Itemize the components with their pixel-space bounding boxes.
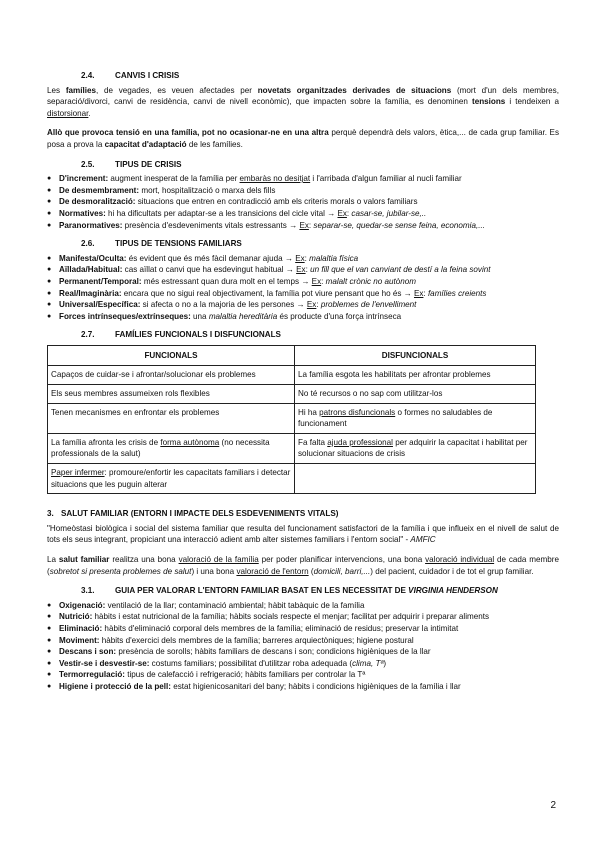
list-item: ● Real/Imaginària: encara que no sigui real objectivament, la família pot viure pensant que ho és → Ex: famílies creients (47, 288, 559, 300)
page-number: 2 (550, 800, 556, 811)
table-cell-functional: Paper infermer: promoure/enfortir les capacitats familiars i detectar situacions que les puguin alterar (48, 464, 295, 494)
paragraph-adaptation: Allò que provoca tensió en una família, pot no ocasionar-ne en una altra perquè dependrà dels valors, ètica,... de cada grup familiar. Es posa a prova la capacitat d'adaptació de les famílies. (47, 128, 559, 149)
list-item: ● Eliminació: hàbits d'eliminació corporal dels membres de la família; eliminació de residus; preservar la intimitat (47, 623, 559, 635)
paragraph-family-health: La salut familiar realitza una bona valoració de la família per poder planificar intervencions, una bona valoració individual de cada membre (sobretot si presenta problemes de salut) i una bona valoració de l'entorn (domicili, barri,...) del pacient, cuidador i de tot el grup familiar. (47, 555, 559, 576)
table-cell-dysfunctional: La família esgota les habilitats per afrontar problemes (295, 366, 536, 385)
list-item: ● Paranormatives: presència d'esdeveniments vitals estressants → Ex: separar-se, quedar-se sense feina, economia,... (47, 220, 559, 232)
list-item: ● Aïllada/Habitual: cas aïllat o canvi que ha esdevingut habitual → Ex: un fill que el van canviant de destí a la feina sovint (47, 264, 559, 276)
table-header-dysfunctional: DISFUNCIONALS (295, 345, 536, 366)
list-item: ● De desmembrament: mort, hospitalització o marxa dels fills (47, 185, 559, 197)
table-row (48, 464, 536, 494)
functional-dysfunctional-table (47, 345, 536, 494)
section-heading-3: 3. SALUT FAMILIAR (ENTORN I IMPACTE DELS ESDEVENIMENTS VITALS) (47, 509, 339, 519)
table-cell-dysfunctional: Hi ha patrons disfuncionals o formes no saludables de funcionament (295, 403, 536, 433)
list-item: ● Descans i son: presència de sorolls; hàbits familiars de descans i son; condicions higièniques de la llar (47, 646, 559, 658)
list-item: ● Universal/Específica: si afecta o no a la majoria de les persones → Ex: problemes de l'envelliment (47, 299, 559, 311)
henderson-needs-list (47, 600, 559, 693)
table-cell-dysfunctional (295, 464, 536, 494)
table-cell-functional: La família afronta les crisis de forma autònoma (no necessita professionals de la salut) (48, 433, 295, 463)
list-item: ● Normatives: hi ha dificultats per adaptar-se a les transicions del cicle vital → Ex: casar-se, jubilar-se,.. (47, 208, 559, 220)
list-item: ● Permanent/Temporal: més estressant quan dura molt en el temps → Ex: malalt crònic no autònom (47, 276, 559, 288)
list-item: ● Higiene i protecció de la pell: estat higienicosanitari del bany; hàbits i condicions higièniques de la família i llar (47, 681, 559, 693)
list-item: ● Oxigenació: ventilació de la llar; contaminació ambiental; hàbit tabàquic de la família (47, 600, 559, 612)
table-header-functional: FUNCIONALS (48, 345, 295, 366)
section-heading-2-4: 2.4. CANVIS I CRISIS (81, 71, 180, 80)
table-row (48, 433, 536, 463)
table-cell-functional: Tenen mecanismes en enfrontar els problemes (48, 403, 295, 433)
section-heading-2-6: 2.6. TIPUS DE TENSIONS FAMILIARS (81, 239, 242, 249)
tension-types-list (47, 253, 559, 323)
list-item: ● Moviment: hàbits d'exercici dels membres de la família; barreres arquiectòniques; higiene postural (47, 635, 559, 647)
family-health-quote: "Homeòstasi biològica i social del sistema familiar que resulta del funcionament satisfactori de la família i que influeix en el nivell de salut de tots els seus integrant, propiciant una interacció adient amb alter sistemes familiars i l'entorn social" - AMFIC (47, 523, 559, 545)
paragraph-tensions: Les famílies, de vegades, es veuen afectades per novetats organitzades derivades de situacions (mort d'un dels membres, separació/divorci, canvi de residència, canvi de nivell econòmic), que impacten sobre la família, es denominen tensions i tendeixen a distorsionar. (47, 85, 559, 118)
section-heading-2-7: 2.7. FAMÍLIES FUNCIONALS I DISFUNCIONALS (81, 330, 281, 340)
table-cell-dysfunctional: Fa falta ajuda professional per adquirir la capacitat i habilitat per solucionar situacions de crisis (295, 433, 536, 463)
table-row (48, 385, 536, 404)
table-cell-functional: Els seus membres assumeixen rols flexibles (48, 385, 295, 404)
list-item: ● Forces intrínseques/extrínseques: una malaltia hereditària és producte d'una força intrínseca (47, 311, 559, 323)
table-row (48, 403, 536, 433)
list-item: ● Vestir-se i desvestir-se: costums familiars; possibilitat d'utilitzar roba adequada (clima, Tª) (47, 658, 559, 670)
section-heading-3-1: 3.1. GUIA PER VALORAR L'ENTORN FAMILIAR BASAT EN LES NECESSITAT DE VIRGINIA HENDERSON (81, 586, 498, 596)
section-heading-2-5: 2.5. TIPUS DE CRISIS (81, 159, 182, 169)
crisis-types-list (47, 173, 559, 231)
table-row (48, 366, 536, 385)
list-item: ● De desmoralització: situacions que entren en contradicció amb els criteris morals o valors familiars (47, 196, 559, 208)
document-page (47, 70, 559, 700)
table-cell-functional: Capaços de cuidar-se i afrontar/solucionar els problemes (48, 366, 295, 385)
list-item: ● Termorregulació: tipus de calefacció i refrigeració; hàbits familiars per controlar la Tª (47, 669, 559, 681)
list-item: ● D'increment: augment inesperat de la família per embaràs no desitjat i l'arribada d'algun familiar al nucli familiar (47, 173, 559, 185)
list-item: ● Nutrició: hàbits i estat nutricional de la família; hàbits socials respecte el menjar; facilitat per adquirir i preparar aliments (47, 611, 559, 623)
list-item: ● Manifesta/Oculta: és evident que és més fàcil demanar ajuda → Ex: malaltia física (47, 253, 559, 265)
table-cell-dysfunctional: No té recursos o no sap com utilitzar-los (295, 385, 536, 404)
